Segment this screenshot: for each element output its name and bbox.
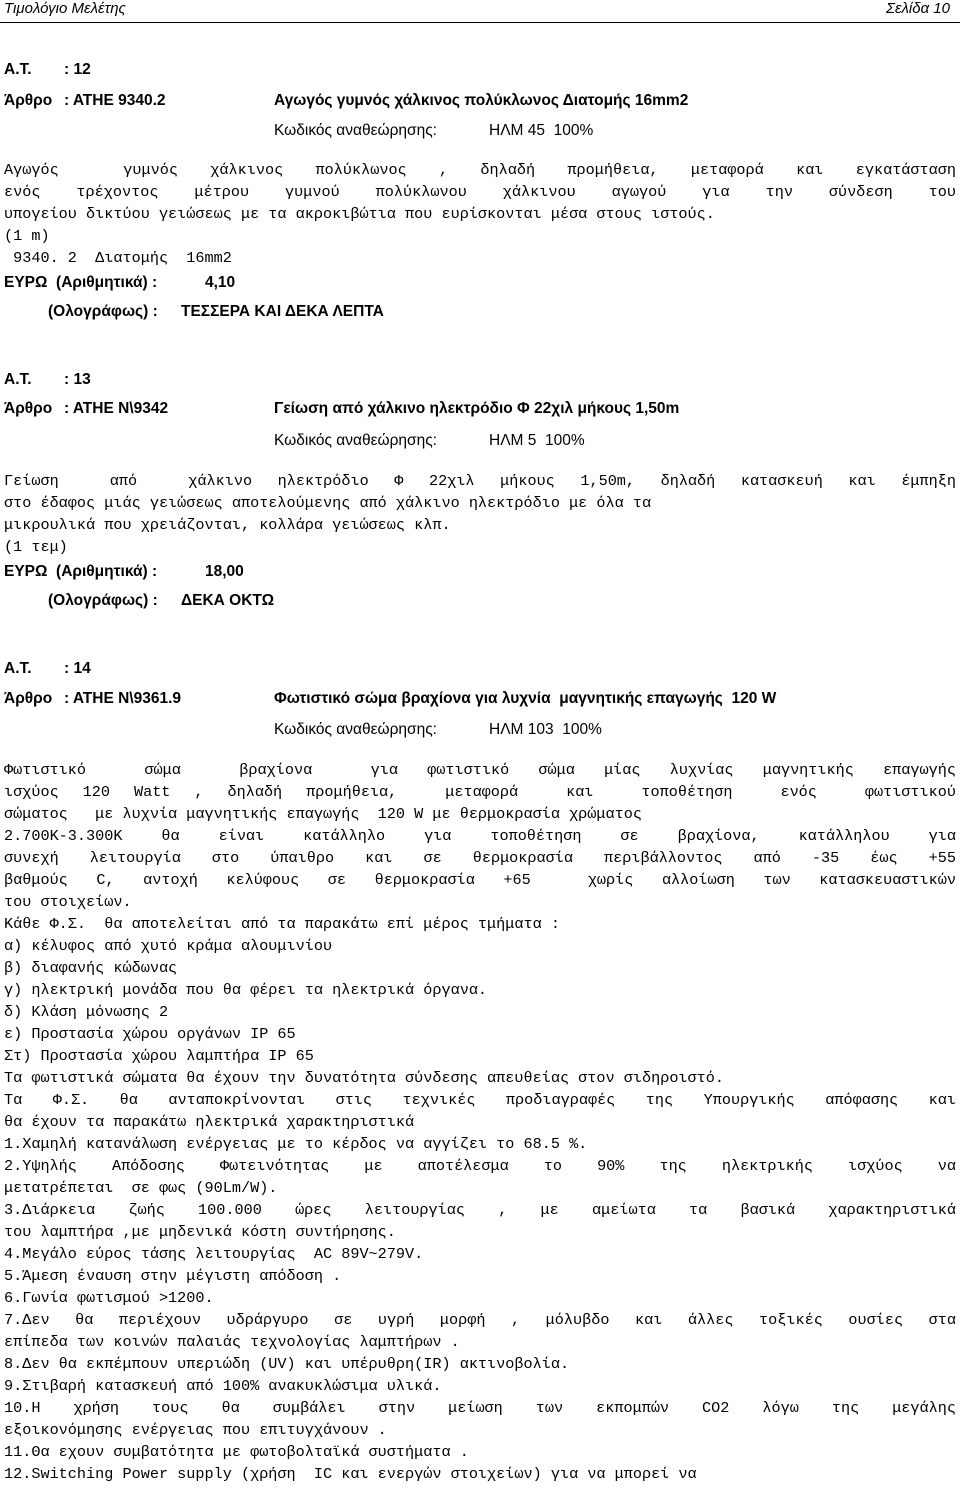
item-14-title: Φωτιστικό σώμα βραχίονα για λυχνία μαγνητικής επαγωγής 120 W (274, 690, 777, 707)
description-line: Τα φωτιστικά σώματα θα έχουν την δυνατότητα σύνδεσης απευθείας στον σιδηροιστό. (4, 1069, 725, 1087)
item-13-title: Γείωση από χάλκινο ηλεκτρόδιο Φ 22χιλ μήκους 1,50m (274, 400, 680, 417)
description-line: 4.Μεγάλο εύρος τάσης λειτουργίας AC 89V~279V. (4, 1245, 424, 1263)
description-line: Στ) Προστασία χώρου λαμπτήρα IP 65 (4, 1047, 314, 1065)
description-line: επίπεδα των κοινών παλαιάς τεχνολογίας λαμπτήρων . (4, 1333, 460, 1351)
description-line: μετατρέπεται σε φως (90Lm/W). (4, 1179, 278, 1197)
description-line: (1 τεμ) (4, 538, 68, 556)
description-line: γ) ηλεκτρική μονάδα που θα φέρει τα ηλεκτρικά όργανα. (4, 981, 488, 999)
description-line: ενός τρέχοντος μέτρου γυμνού πολύκλωνου χάλκινου αγωγού για την σύνδεση του (4, 183, 956, 201)
description-line: 11.Θα εχουν συμβατότητα με φωτοβολταϊκά συστήματα . (4, 1443, 469, 1461)
item-12-price-words: ΤΕΣΣΕΡΑ ΚΑΙ ΔΕΚΑ ΛΕΠΤΑ (181, 303, 384, 320)
item-12-revision-label: Κωδικός αναθεώρησης: (274, 122, 437, 139)
description-line: ισχύος 120 Watt , δηλαδή προμήθεια, μεταφορά και τοποθέτηση ενός φωτιστικού (4, 783, 956, 801)
item-13-price-words: ΔΕΚΑ ΟΚΤΩ (181, 592, 275, 609)
description-line: συνεχή λειτουργία στο ύπαιθρο και σε θερμοκρασία περιβάλλοντος από -35 έως +55 (4, 849, 956, 867)
description-line: 10.Η χρήση τους θα συμβάλει στην μείωση των εκπομπών CO2 λόγω της μεγάλης (4, 1399, 956, 1417)
description-line: 2.700Κ-3.300Κ θα είναι κατάλληλο για τοποθέτηση σε βραχίονα, κατάλληλου για (4, 827, 956, 845)
description-line: Τα Φ.Σ. θα ανταποκρίνονται στις τεχνικές προδιαγραφές της Υπουργικής απόφασης και (4, 1091, 956, 1109)
item-12-price-numeric-label: ΕΥΡΩ (Αριθμητικά) : (4, 274, 158, 291)
item-13-price-words-label: (Ολογράφως) : (48, 592, 158, 609)
description-line: 9.Στιβαρή κατασκευή από 100% ανακυκλώσιμα υλικά. (4, 1377, 442, 1395)
item-12-article-label: Άρθρο (4, 92, 53, 109)
item-14-revision-label: Κωδικός αναθεώρησης: (274, 721, 437, 738)
item-14-article-code: : ΑΤΗΕ Ν\9361.9 (64, 690, 182, 707)
description-line: Κάθε Φ.Σ. θα αποτελείται από τα παρακάτω επί μέρος τμήματα : (4, 915, 560, 933)
header-document-title: Τιμολόγιο Μελέτης (4, 0, 126, 17)
item-13-price-numeric: 18,00 (205, 563, 244, 580)
item-12-price-words-label: (Ολογράφως) : (48, 303, 158, 320)
item-13-number: : 13 (64, 371, 91, 388)
item-12-revision-value: ΗΛΜ 45 100% (489, 122, 594, 139)
item-14-number: : 14 (64, 660, 91, 677)
description-line: 12.Switching Power supply (χρήση IC και ενεργών στοιχείων) για να μπορεί να (4, 1465, 697, 1483)
description-line: α) κέλυφος από χυτό κράμα αλουμινίου (4, 937, 333, 955)
description-line: μικρουλικά που χρειάζονται, κολλάρα γειώσεως κλπ. (4, 516, 451, 534)
item-14-at-label: Α.Τ. (4, 660, 32, 677)
header-page-number: Σελίδα 10 (885, 0, 950, 17)
description-line: 9340. 2 Διατομής 16mm2 (4, 249, 232, 267)
description-line: Φωτιστικό σώμα βραχίονα για φωτιστικό σώμα μίας λυχνίας μαγνητικής επαγωγής (4, 761, 956, 779)
description-line: στο έδαφος μιάς γειώσεως αποτελούμενης από χάλκινο ηλεκτρόδιο με όλα τα (4, 494, 652, 512)
item-12-description (4, 159, 956, 269)
item-13-revision-label: Κωδικός αναθεώρησης: (274, 432, 437, 449)
description-line: 8.Δεν θα εκπέμπουν υπεριώδη (UV) και υπέρυθρη(IR) ακτινοβολία. (4, 1355, 570, 1373)
item-13-description (4, 470, 956, 558)
item-13-article-code: : ΑΤΗΕ Ν\9342 (64, 400, 169, 417)
item-12-price-numeric: 4,10 (205, 274, 236, 291)
item-14-article-label: Άρθρο (4, 690, 53, 707)
description-line: 3.Διάρκεια ζωής 100.000 ώρες λειτουργίας , με αμείωτα τα βασικά χαρακτηριστικά (4, 1201, 956, 1219)
description-line: βαθμούς C, αντοχή κελύφους σε θερμοκρασία +65 χωρίς αλλοίωση των κατασκευαστικών (4, 871, 956, 889)
description-line: Γείωση από χάλκινο ηλεκτρόδιο Φ 22χιλ μήκους 1,50m, δηλαδή κατασκευή και έμπηξη (4, 472, 956, 490)
description-line: του λαμπτήρα ,με μηδενικά κόστη συντήρησης. (4, 1223, 396, 1241)
description-line: Αγωγός γυμνός χάλκινος πολύκλωνος , δηλαδή προμήθεια, μεταφορά και εγκατάσταση (4, 161, 956, 179)
description-line: δ) Κλάση μόνωσης 2 (4, 1003, 169, 1021)
description-line: σώματος με λυχνία μαγνητικής επαγωγής 120 W με θερμοκρασία χρώματος (4, 805, 642, 823)
description-line: 7.Δεν θα περιέχουν υδράργυρο σε υγρή μορφή , μόλυβδο και άλλες τοξικές ουσίες στα (4, 1311, 956, 1329)
item-12-title: Αγωγός γυμνός χάλκινος πολύκλωνος Διατομής 16mm2 (274, 92, 689, 109)
item-12-article-code: : ΑΤΗΕ 9340.2 (64, 92, 166, 109)
item-13-price-numeric-label: ΕΥΡΩ (Αριθμητικά) : (4, 563, 158, 580)
item-13-revision-value: ΗΛΜ 5 100% (489, 432, 585, 449)
description-line: 2.Υψηλής Απόδοσης Φωτεινότητας με αποτέλεσμα το 90% της ηλεκτρικής ισχύος να (4, 1157, 956, 1175)
description-line: 1.Χαμηλή κατανάλωση ενέργειας με το κέρδος να αγγίζει το 68.5 %. (4, 1135, 588, 1153)
description-line: β) διαφανής κώδωνας (4, 959, 178, 977)
description-line: θα έχουν τα παρακάτω ηλεκτρικά χαρακτηριστικά (4, 1113, 415, 1131)
item-14-revision-value: ΗΛΜ 103 100% (489, 721, 602, 738)
description-line: 5.Άμεση έναυση στην μέγιστη απόδοση . (4, 1267, 342, 1285)
item-12-at-label: Α.Τ. (4, 61, 32, 78)
item-12-number: : 12 (64, 61, 91, 78)
item-13-article-label: Άρθρο (4, 400, 53, 417)
item-13-at-label: Α.Τ. (4, 371, 32, 388)
header-divider (0, 22, 960, 23)
description-line: του στοιχείων. (4, 893, 132, 911)
description-line: 6.Γωνία φωτισμού >1200. (4, 1289, 214, 1307)
description-line: εξοικονόμησης ενέργειας που επιτυγχάνουν . (4, 1421, 387, 1439)
description-line: (1 m) (4, 227, 50, 245)
item-14-description (4, 759, 956, 1485)
description-line: ε) Προστασία χώρου οργάνων IP 65 (4, 1025, 296, 1043)
description-line: υπογείου δικτύου γειώσεως με τα ακροκιβώτια που ευρίσκονται μέσα στους ιστούς. (4, 205, 715, 223)
